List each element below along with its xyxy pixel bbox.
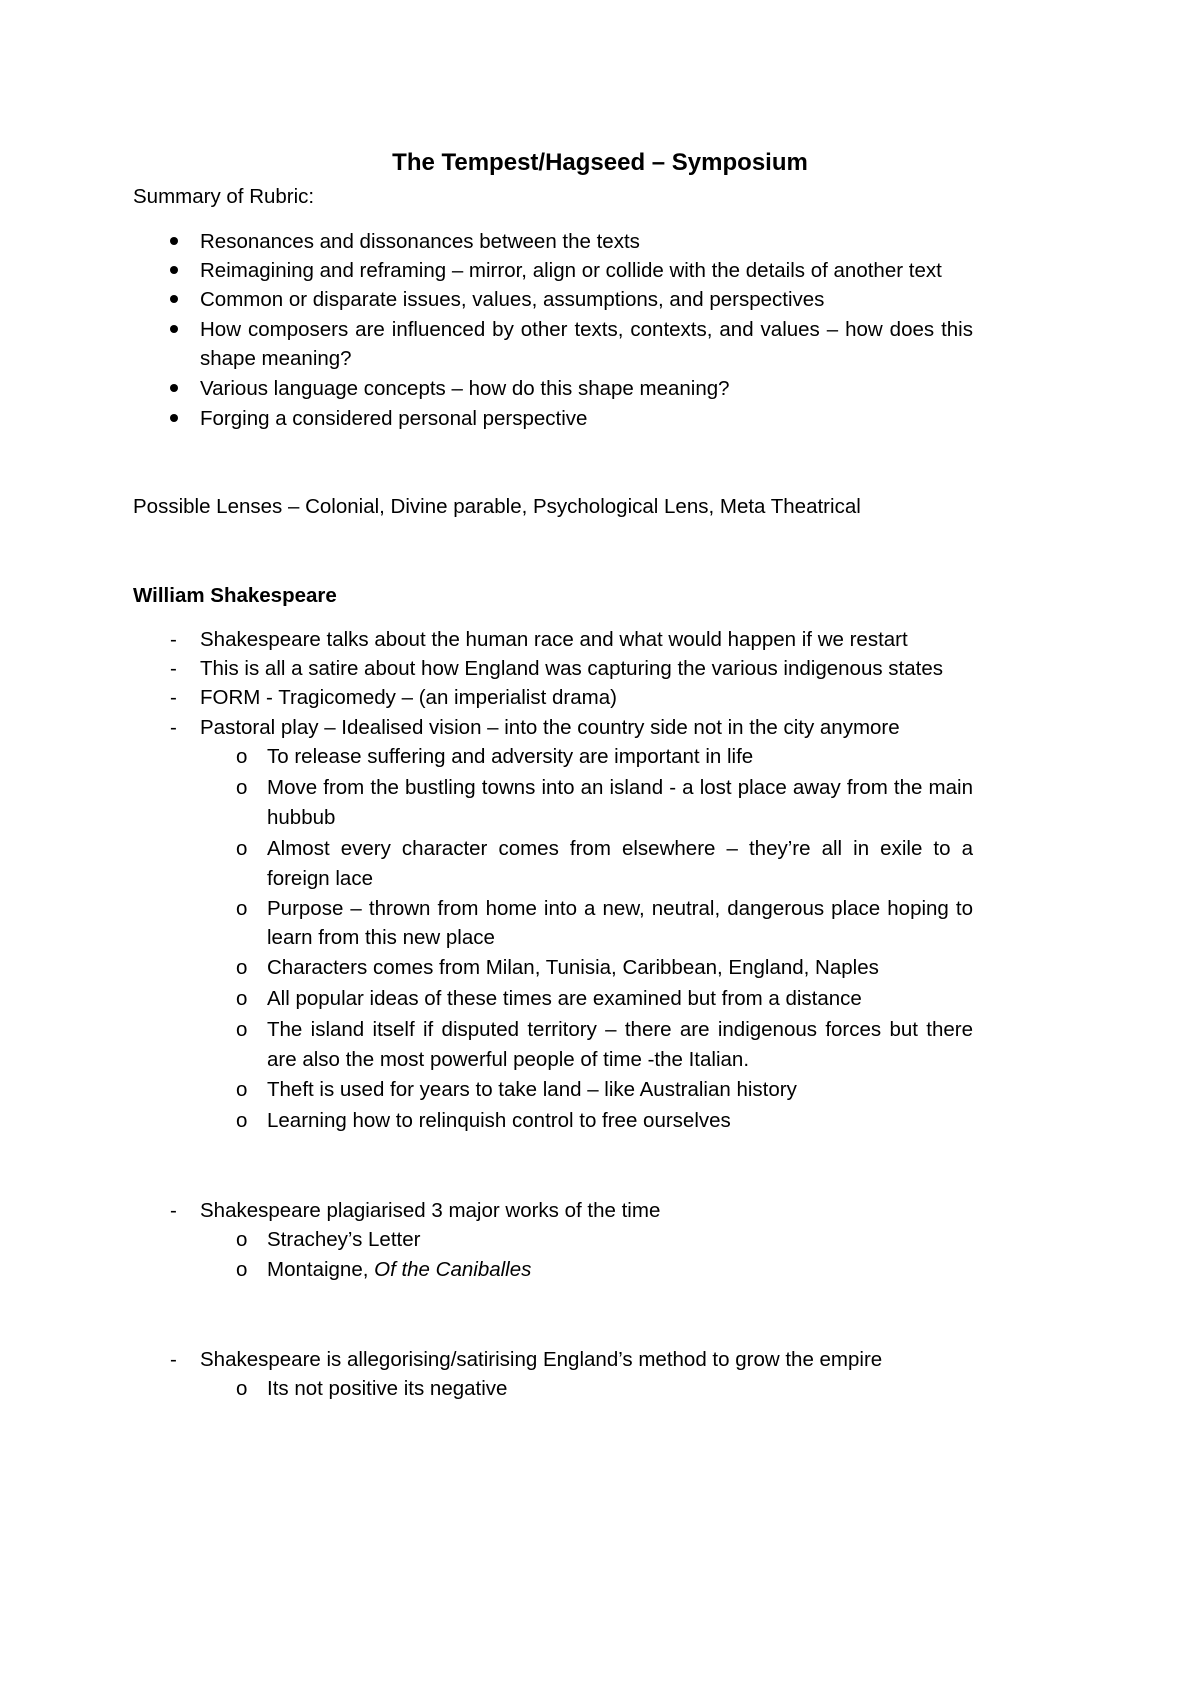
bullet-icon	[170, 384, 178, 392]
sub-item: To release suffering and adversity are important in life	[267, 745, 754, 768]
sub-item: Characters comes from Milan, Tunisia, Caribbean, England, Naples	[267, 956, 879, 979]
circle-marker: o	[236, 1258, 248, 1281]
sub-item: Its not positive its negative	[267, 1377, 508, 1400]
circle-marker: o	[236, 837, 248, 860]
rubric-item: Forging a considered personal perspective	[200, 407, 588, 430]
dash-item: Shakespeare talks about the human race and what would happen if we restart	[200, 628, 908, 651]
rubric-item-continuation: shape meaning?	[200, 347, 352, 370]
rubric-item: How composers are influenced by other texts, contexts, and values – how does this	[200, 318, 973, 341]
sub-item: Purpose – thrown from home into a new, neutral, dangerous place hoping to	[267, 897, 973, 920]
circle-marker: o	[236, 987, 248, 1010]
sub-item-continuation: learn from this new place	[267, 926, 495, 949]
dash-item: FORM - Tragicomedy – (an imperialist drama)	[200, 686, 617, 709]
circle-marker: o	[236, 776, 248, 799]
sub-item: The island itself if disputed territory – there are indigenous forces but there	[267, 1018, 973, 1041]
sub-item: Theft is used for years to take land – like Australian history	[267, 1078, 797, 1101]
sub-item	[267, 1254, 531, 1286]
circle-marker: o	[236, 956, 248, 979]
page-title: The Tempest/Hagseed – Symposium	[392, 149, 808, 176]
italic-work-title: Of the Caniballes	[374, 1258, 532, 1281]
sub-item-text: Montaigne,	[267, 1258, 375, 1281]
sub-item: Learning how to relinquish control to free ourselves	[267, 1109, 731, 1132]
dash-marker: -	[170, 686, 177, 709]
sub-item: Move from the bustling towns into an island - a lost place away from the main	[267, 776, 973, 799]
sub-item-continuation: are also the most powerful people of time -the Italian.	[267, 1048, 750, 1071]
dash-item: Pastoral play – Idealised vision – into the country side not in the city anymore	[200, 716, 900, 739]
bullet-icon	[170, 414, 178, 422]
dash-item: Shakespeare is allegorising/satirising England’s method to grow the empire	[200, 1348, 883, 1371]
sub-item-continuation: hubbub	[267, 806, 336, 829]
dash-marker: -	[170, 1348, 177, 1371]
bullet-icon	[170, 266, 178, 274]
dash-item: Shakespeare plagiarised 3 major works of the time	[200, 1199, 661, 1222]
circle-marker: o	[236, 1018, 248, 1041]
rubric-heading: Summary of Rubric:	[133, 185, 315, 208]
sub-item: All popular ideas of these times are examined but from a distance	[267, 987, 862, 1010]
circle-marker: o	[236, 1228, 248, 1251]
dash-item: This is all a satire about how England was capturing the various indigenous states	[200, 657, 943, 680]
circle-marker: o	[236, 1377, 248, 1400]
circle-marker: o	[236, 1109, 248, 1132]
dash-marker: -	[170, 716, 177, 739]
dash-marker: -	[170, 1199, 177, 1222]
rubric-item: Reimagining and reframing – mirror, align or collide with the details of another text	[200, 259, 942, 282]
sub-item-continuation: foreign lace	[267, 867, 373, 890]
rubric-item: Various language concepts – how do this shape meaning?	[200, 377, 730, 400]
bullet-icon	[170, 237, 178, 245]
dash-marker: -	[170, 657, 177, 680]
section-heading: William Shakespeare	[133, 584, 337, 607]
rubric-item: Resonances and dissonances between the texts	[200, 230, 640, 253]
rubric-item: Common or disparate issues, values, assumptions, and perspectives	[200, 288, 825, 311]
bullet-icon	[170, 295, 178, 303]
sub-item: Almost every character comes from elsewhere – they’re all in exile to a	[267, 837, 973, 860]
sub-item: Strachey’s Letter	[267, 1228, 421, 1251]
dash-marker: -	[170, 628, 177, 651]
circle-marker: o	[236, 745, 248, 768]
circle-marker: o	[236, 897, 248, 920]
lenses-line: Possible Lenses – Colonial, Divine parable, Psychological Lens, Meta Theatrical	[133, 495, 861, 518]
bullet-icon	[170, 325, 178, 333]
circle-marker: o	[236, 1078, 248, 1101]
